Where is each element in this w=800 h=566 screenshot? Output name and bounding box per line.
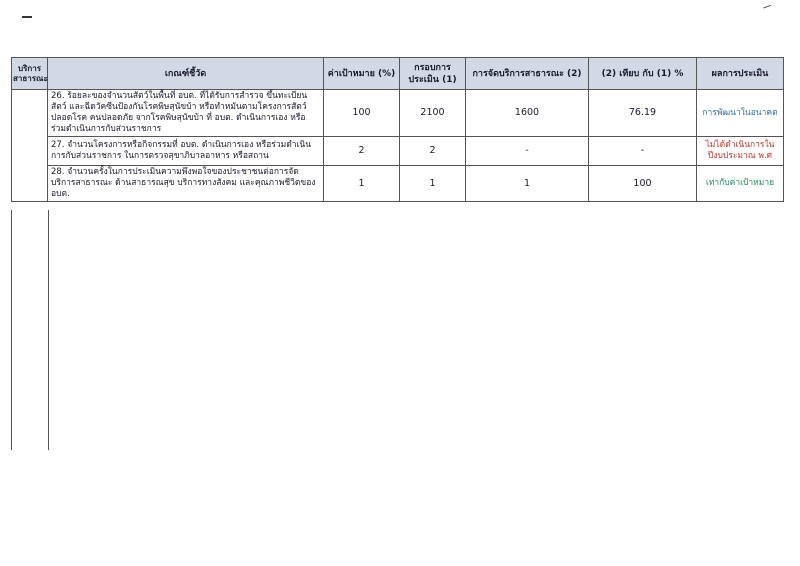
- compare-cell: 100: [589, 166, 697, 202]
- header-target: ค่าเป้าหมาย (%): [324, 58, 400, 90]
- frame-cell: 2: [400, 137, 466, 166]
- result-cell: ไม่ได้ดำเนินการในปีงบประมาณ พ.ศ: [697, 137, 784, 166]
- delivery-cell: 1: [466, 166, 589, 202]
- result-cell: เท่ากับค่าเป้าหมาย: [697, 166, 784, 202]
- frame-cell: 2100: [400, 90, 466, 137]
- target-cell: 100: [324, 90, 400, 137]
- frame-cell: 1: [400, 166, 466, 202]
- header-criteria: เกณฑ์ชี้วัด: [48, 58, 324, 90]
- table-row: [12, 166, 784, 202]
- header-frame: กรอบการประเมิน (1): [400, 58, 466, 90]
- target-cell: 2: [324, 137, 400, 166]
- criteria-cell: 27. จำนวนโครงการหรือกิจกรรมที่ อบต. ดำเนินการเอง หรือร่วมดำเนินการกับส่วนราชการ ในการตรวจสุขาภิบาลอาหาร หรือสถาน: [48, 137, 324, 166]
- header-service: บริการสาธารณะ: [12, 58, 48, 90]
- evaluation-table: [11, 57, 784, 202]
- criteria-cell: 28. จำนวนครั้งในการประเมินความพึงพอใจของประชาชนต่อการจัดบริการสาธารณะ ด้านสาธารณสุข บริการทางสังคม และคุณภาพชีวิตของ อบต.: [48, 166, 324, 202]
- delivery-cell: -: [466, 137, 589, 166]
- service-cell: [12, 90, 48, 202]
- compare-cell: -: [589, 137, 697, 166]
- delivery-cell: 1600: [466, 90, 589, 137]
- service-column-extension: [11, 210, 49, 450]
- target-cell: 1: [324, 166, 400, 202]
- criteria-cell: 26. ร้อยละของจำนวนสัตว์ในพื้นที่ อบต. ที่ได้รับการสำรวจ ขึ้นทะเบียนสัตว์ และฉีดวัคซีนป้องกันโรคพิษสุนัขบ้า หรือทำหมันตามโครงการสัตว์ปลอดโรค คนปลอดภัย จากโรคพิษสุนัขบ้า ที่ อบต. ดำเนินการเอง หรือ ร่วมดำเนินการกับส่วนราชการ: [48, 90, 324, 137]
- corner-check-mark: [760, 4, 778, 14]
- header-row: [12, 58, 784, 90]
- table-row: [12, 90, 784, 137]
- compare-cell: 76.19: [589, 90, 697, 137]
- header-delivery: การจัดบริการสาธารณะ (2): [466, 58, 589, 90]
- header-result: ผลการประเมิน: [697, 58, 784, 90]
- header-compare: (2) เทียบ กับ (1) %: [589, 58, 697, 90]
- result-cell: การพัฒนาในอนาคต: [697, 90, 784, 137]
- table-row: [12, 137, 784, 166]
- scan-mark: [22, 16, 32, 18]
